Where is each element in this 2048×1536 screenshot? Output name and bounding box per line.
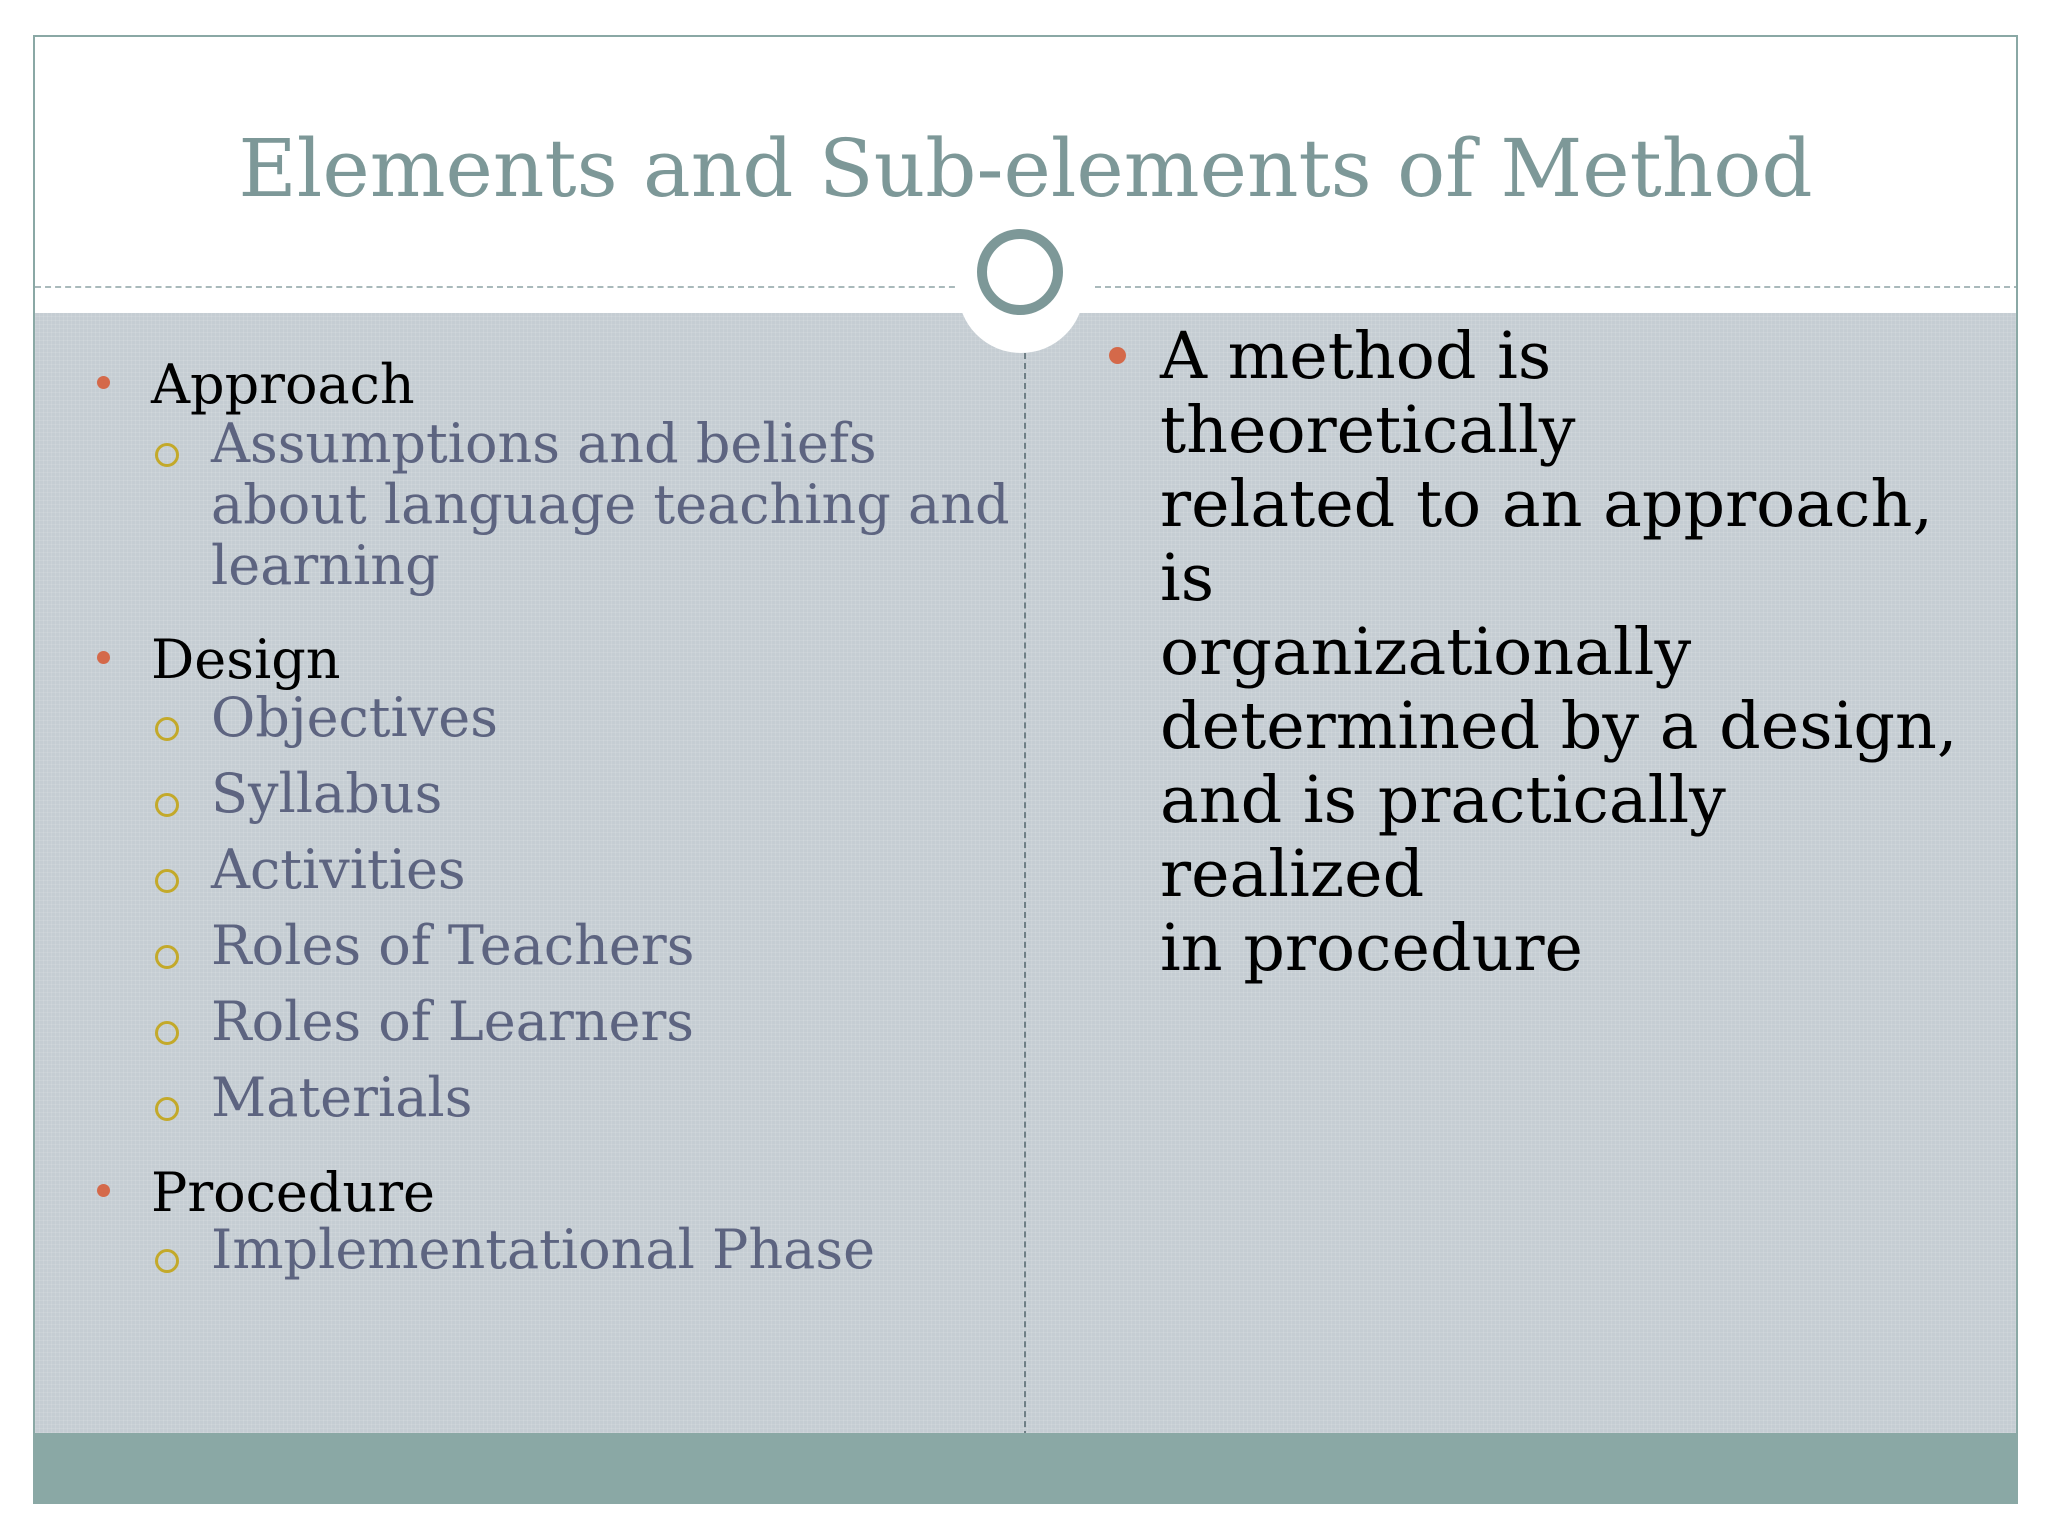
sub-bullet-line: Assumptions and beliefs — [211, 412, 877, 475]
bullet-ring-icon — [155, 1097, 179, 1121]
bullet-ring-icon — [155, 869, 179, 893]
bullet-ring-icon — [155, 1021, 179, 1045]
bullet-dot-icon — [97, 376, 110, 389]
title-divider-left — [35, 286, 975, 288]
sub-bullet-label: Objectives — [211, 686, 498, 749]
title-divider-right — [1095, 286, 2018, 288]
bullet-dot-icon — [97, 651, 110, 664]
slide-title: Elements and Sub-elements of Method — [238, 122, 1813, 215]
bullet-ring-icon — [155, 443, 179, 467]
footer-bar — [35, 1433, 2016, 1504]
bullet-ring-icon — [155, 793, 179, 817]
sub-bullet-label: Activities — [211, 838, 466, 901]
sub-bullet-label: Syllabus — [211, 762, 443, 825]
bullet-ring-icon — [155, 945, 179, 969]
definition-line: related to an approach, is — [1160, 467, 1933, 616]
bullet-label: Approach — [151, 353, 415, 416]
bullet-label: Procedure — [151, 1161, 435, 1224]
definition-line: determined by a design, — [1160, 689, 1958, 764]
bullet-ring-icon — [155, 717, 179, 741]
circle-ornament-icon — [977, 229, 1063, 315]
bullet-dot-icon — [97, 1184, 110, 1197]
sub-bullet-label: Implementational Phase — [211, 1218, 876, 1281]
bullet-dot-icon — [1109, 347, 1126, 364]
sub-bullet-line: about language teaching and — [211, 473, 1010, 536]
definition-line: organizationally — [1160, 615, 1692, 690]
column-divider — [1024, 353, 1026, 1467]
method-definition — [1160, 320, 1980, 986]
definition-line: A method is theoretically — [1160, 319, 1576, 468]
definition-line: in procedure — [1160, 911, 1584, 986]
bullet-ring-icon — [155, 1249, 179, 1273]
sub-bullet-label: Roles of Learners — [211, 990, 695, 1053]
sub-bullet-label: Materials — [211, 1066, 473, 1129]
bullet-label: Design — [151, 628, 341, 691]
sub-bullet-line: learning — [211, 534, 440, 597]
definition-line: and is practically realized — [1160, 763, 1726, 912]
sub-bullet-label: Roles of Teachers — [211, 914, 695, 977]
slide — [33, 35, 2018, 1504]
